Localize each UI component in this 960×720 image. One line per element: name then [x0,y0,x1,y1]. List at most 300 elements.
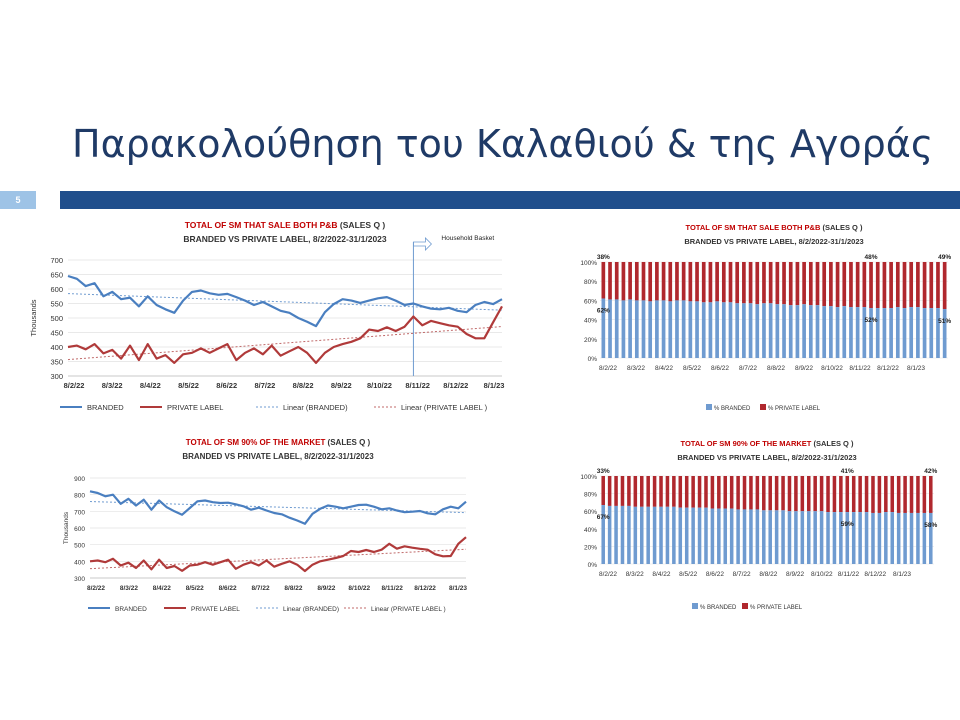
bar-private-label [742,262,746,303]
x-tick-label: 8/7/22 [254,381,276,390]
bar-branded [883,308,887,358]
bar-branded [871,513,875,564]
x-tick-label: 8/5/22 [185,585,204,592]
bar-branded [788,511,792,564]
legend-swatch [706,404,712,410]
x-tick-label: 8/9/22 [317,585,336,592]
bar-private-label [826,476,830,512]
bar-private-label [775,476,779,510]
bar-private-label [608,476,612,506]
y-axis-title: Thousands [63,511,70,545]
bar-branded [826,512,830,564]
bar-branded [711,509,715,564]
bar-branded [743,509,747,564]
bar-branded [869,308,873,358]
bar-private-label [602,262,606,298]
bar-branded [628,299,632,358]
bar-branded [749,509,753,564]
chart-subtitle: BRANDED VS PRIVATE LABEL, 8/2/2022-31/1/2023 [684,237,864,246]
bar-branded [923,308,927,358]
bar-branded [807,511,811,564]
bar-private-label [829,262,833,306]
x-tick-label: 8/1/23 [892,571,912,578]
x-tick-label: 8/10/22 [348,585,371,592]
bar-branded [762,303,766,358]
x-tick-label: 8/8/22 [292,381,314,390]
bar-branded [909,307,913,358]
bar-private-label [884,476,888,512]
bar-private-label [635,262,639,300]
bar-private-label [642,262,646,300]
bar-branded [776,304,780,358]
y-tick-label: 60% [583,298,597,306]
bar-branded [736,509,740,564]
bar-branded [682,300,686,358]
bar-private-label [858,476,862,512]
bar-private-label [762,476,766,510]
bar-branded [852,512,856,564]
x-tick-label: 8/6/22 [216,381,238,390]
bar-private-label [936,262,940,308]
y-tick-label: 800 [74,492,85,500]
y-tick-label: 350 [50,357,63,367]
bar-private-label [863,262,867,307]
bar-private-label [704,476,708,508]
bar-branded [916,513,920,564]
chart-sm-both-pb-stacked [560,218,960,414]
bar-branded [634,507,638,564]
legend-label: PRIVATE LABEL [167,403,224,412]
x-tick-label: 8/1/23 [906,365,926,372]
bar-branded [816,305,820,358]
bar-branded [672,507,676,564]
bar-private-label [833,476,837,512]
slide-title: Παρακολούθηση του Καλαθιού & της Αγοράς [72,122,934,166]
x-tick-label: 8/6/22 [705,571,724,578]
bar-private-label [896,262,900,307]
bar-private-label [662,262,666,300]
bar-branded [691,508,695,564]
bar-branded [802,304,806,358]
title-accent-bar [60,191,960,209]
x-tick-label: 8/2/22 [598,365,618,372]
data-label: 48% [864,254,878,261]
x-tick-label: 8/3/22 [119,585,138,592]
x-tick-label: 8/1/23 [483,381,505,390]
x-tick-label: 8/8/22 [284,585,303,592]
y-tick-label: 500 [74,542,85,550]
bar-branded [615,299,619,358]
y-tick-label: 80% [583,491,597,499]
x-tick-label: 8/11/22 [837,571,860,578]
bar-private-label [711,476,715,509]
legend-label: BRANDED [87,403,124,412]
data-label: 49% [938,254,952,261]
x-tick-label: 8/3/22 [101,381,123,390]
bar-branded [717,509,721,564]
chart-sm-both-pb-lines [28,214,516,420]
bar-private-label [878,476,882,513]
data-label: 52% [864,317,878,325]
legend-label: % BRANDED [714,406,751,412]
bar-branded [621,506,625,564]
bar-private-label [897,476,901,513]
bar-branded [833,512,837,564]
bar-private-label [608,262,612,299]
bar-branded [796,305,800,358]
bar-branded [659,507,663,564]
bar-private-label [709,262,713,302]
x-tick-label: 8/8/22 [759,571,778,578]
bar-private-label [916,262,920,307]
bar-branded [876,308,880,358]
bar-private-label [682,262,686,300]
x-tick-label: 8/11/22 [405,381,430,390]
bar-private-label [621,476,625,506]
bar-private-label [668,262,672,301]
bar-private-label [722,262,726,302]
y-tick-label: 550 [50,299,63,309]
bar-private-label [794,476,798,511]
x-tick-label: 8/10/22 [821,365,843,372]
bar-private-label [679,476,683,508]
bar-private-label [640,476,644,507]
y-tick-label: 900 [74,476,85,483]
data-label: 33% [596,468,610,475]
bar-private-label [666,476,670,507]
chart-title-highlight: TOTAL OF SM 90% OF THE MARKET [185,438,326,447]
bar-private-label [910,476,914,513]
bar-branded [662,300,666,358]
bar-branded [910,513,914,564]
bar-private-label [890,476,894,512]
bar-branded [689,301,693,358]
bar-private-label [675,262,679,300]
bar-private-label [876,262,880,308]
series-line-branded [68,276,502,326]
bar-private-label [813,476,817,511]
chart-title-highlight: TOTAL OF SM 90% OF THE MARKET [680,439,812,448]
data-label: 38% [596,254,610,261]
data-label: 67% [596,514,610,522]
bar-private-label [749,476,753,509]
bar-private-label [820,476,824,511]
bar-branded [936,308,940,358]
legend-label: % BRANDED [700,605,737,611]
bar-private-label [836,262,840,307]
y-tick-label: 450 [50,328,63,338]
bar-private-label [822,262,826,306]
bar-private-label [849,262,853,307]
y-tick-label: 40% [583,317,597,325]
bar-private-label [796,262,800,305]
legend-label: Linear (BRANDED) [283,403,348,412]
bar-branded [856,307,860,358]
y-tick-label: 700 [74,509,85,517]
bar-private-label [622,262,626,300]
y-tick-label: 60% [583,509,597,517]
bar-branded [702,302,706,358]
x-tick-label: 8/11/22 [849,365,871,372]
bar-private-label [655,262,659,300]
x-tick-label: 8/5/22 [679,571,698,578]
y-tick-label: 40% [583,526,597,534]
bar-branded [916,307,920,358]
y-tick-label: 650 [50,270,63,280]
bar-private-label [735,262,739,303]
legend-label: PRIVATE LABEL [191,606,240,613]
bar-private-label [916,476,920,513]
bar-private-label [717,476,721,509]
bar-private-label [628,262,632,299]
bar-branded [822,306,826,358]
annotation-arrow [413,238,431,250]
bar-private-label [846,476,850,512]
bar-private-label [672,476,676,507]
bar-branded [704,508,708,564]
data-label: 51% [938,318,952,326]
bar-private-label [871,476,875,513]
legend-swatch [742,603,748,609]
bar-branded [755,304,759,358]
y-tick-label: 600 [50,285,63,294]
bar-private-label [646,476,650,507]
bar-branded [627,506,631,564]
x-tick-label: 8/11/22 [381,585,403,592]
x-tick-label: 8/6/22 [710,365,730,372]
bar-branded [849,307,853,358]
y-tick-label: 20% [583,336,597,344]
legend-label: Linear (PRIVATE LABEL ) [371,606,446,613]
bar-branded [715,301,719,358]
bar-private-label [768,476,772,510]
bar-private-label [769,262,773,303]
bar-branded [775,510,779,564]
bar-private-label [816,262,820,305]
bar-branded [820,511,824,564]
bar-private-label [653,476,657,507]
bar-branded [794,511,798,564]
bar-private-label [627,476,631,506]
legend-swatch [760,404,766,410]
bar-branded [756,509,760,564]
bar-private-label [865,476,869,512]
x-tick-label: 8/7/22 [738,365,758,372]
bar-private-label [702,262,706,302]
bar-branded [730,509,734,564]
bar-branded [622,300,626,358]
x-tick-label: 8/12/22 [864,571,887,578]
bar-branded [666,507,670,564]
bar-private-label [929,476,933,513]
y-tick-label: 0% [587,356,597,363]
bar-branded [742,303,746,358]
bar-branded [675,300,679,358]
bar-branded [903,308,907,358]
bar-private-label [807,476,811,511]
bar-private-label [695,262,699,301]
bar-branded [858,512,862,564]
bar-private-label [839,476,843,512]
chart-title-suffix: (SALES Q ) [820,223,863,232]
bar-branded [768,510,772,564]
bar-private-label [781,476,785,510]
x-tick-label: 8/9/22 [330,381,352,390]
bar-branded [865,512,869,564]
bar-branded [929,308,933,358]
bar-private-label [889,262,893,308]
bar-branded [829,306,833,358]
y-tick-label: 300 [74,576,85,583]
bar-branded [722,302,726,358]
chart-title-highlight: TOTAL OF SM THAT SALE BOTH P&B [184,220,338,230]
bar-branded [614,506,618,564]
bar-branded [653,507,657,564]
bar-branded [890,512,894,564]
bar-private-label [856,262,860,307]
bar-private-label [729,262,733,302]
bar-branded [836,307,840,358]
chart-subtitle: BRANDED VS PRIVATE LABEL, 8/2/2022-31/1/2023 [677,453,857,462]
legend-label: Linear (BRANDED) [283,606,339,613]
bar-branded [685,508,689,564]
bar-branded [749,303,753,358]
chart-subtitle: BRANDED VS PRIVATE LABEL, 8/2/2022-31/1/2023 [182,452,374,461]
bar-branded [640,507,644,564]
y-tick-label: 400 [50,343,63,352]
legend-label: % PRIVATE LABEL [750,605,803,611]
bar-branded [896,307,900,358]
x-tick-label: 8/4/22 [139,381,161,390]
bar-private-label [634,476,638,507]
bar-branded [635,300,639,358]
bar-branded [813,511,817,564]
legend-swatch [692,603,698,609]
chart-title-suffix: (SALES Q ) [811,439,854,448]
bar-private-label [601,476,605,505]
bar-branded [839,512,843,564]
bar-branded [809,305,813,358]
chart-sm-90-market-stacked [560,436,950,616]
x-tick-label: 8/4/22 [152,585,171,592]
data-label: 59% [840,521,854,529]
x-tick-label: 8/5/22 [178,381,199,390]
bar-branded [929,513,933,564]
x-tick-label: 8/7/22 [732,571,751,578]
bar-branded [642,300,646,358]
annotation-label: Household Basket [441,235,495,242]
bar-private-label [929,262,933,308]
chart-title [686,223,863,232]
bar-branded [735,303,739,358]
x-tick-label: 8/12/22 [877,365,899,372]
bar-branded [842,306,846,358]
bar-private-label [762,262,766,303]
bar-private-label [943,262,947,309]
bar-private-label [802,262,806,304]
x-tick-label: 8/2/22 [63,381,85,390]
bar-private-label [615,262,619,299]
data-label: 58% [924,521,938,529]
bar-private-label [736,476,740,509]
bar-private-label [659,476,663,507]
bar-private-label [755,262,759,304]
bar-branded [655,300,659,358]
bar-branded [769,303,773,358]
bar-branded [846,512,850,564]
chart-title-suffix: (SALES Q ) [325,438,371,447]
bar-branded [923,513,927,564]
bar-private-label [782,262,786,304]
data-label: 42% [924,468,938,475]
bar-branded [863,307,867,358]
x-tick-label: 8/1/23 [448,585,468,592]
bar-branded [789,305,793,358]
bar-branded [943,309,947,358]
x-tick-label: 8/4/22 [654,365,674,372]
legend-label: % PRIVATE LABEL [768,406,821,412]
legend-label: Linear (PRIVATE LABEL ) [401,403,488,412]
x-tick-label: 8/2/22 [86,585,106,592]
data-label: 62% [596,307,610,315]
y-tick-label: 600 [74,526,85,533]
bar-private-label [698,476,702,508]
bar-private-label [801,476,805,511]
bar-branded [897,513,901,564]
chart-sm-90-market-lines [58,436,478,618]
bar-branded [646,507,650,564]
bar-private-label [883,262,887,308]
bar-private-label [685,476,689,508]
bar-branded [668,301,672,358]
y-tick-label: 0% [587,562,597,569]
chart-title [681,439,854,448]
x-tick-label: 8/8/22 [766,365,786,372]
bar-private-label [715,262,719,301]
x-tick-label: 8/3/22 [626,365,646,372]
bar-private-label [869,262,873,308]
chart-title-highlight: TOTAL OF SM THAT SALE BOTH P&B [685,223,821,232]
bar-private-label [614,476,618,506]
bar-branded [729,302,733,358]
x-tick-label: 8/4/22 [652,571,671,578]
bar-branded [889,308,893,358]
x-tick-label: 8/9/22 [794,365,814,372]
bar-branded [695,301,699,358]
bar-branded [679,508,683,564]
bar-private-label [923,262,927,308]
bar-private-label [903,476,907,513]
x-tick-label: 8/12/22 [414,585,436,592]
bar-private-label [730,476,734,509]
bar-private-label [842,262,846,306]
x-tick-label: 8/6/22 [218,585,237,592]
bar-branded [801,511,805,564]
x-tick-label: 8/3/22 [625,571,644,578]
chart-title [186,438,371,447]
bar-private-label [723,476,727,509]
bar-private-label [691,476,695,508]
y-tick-label: 80% [583,279,597,287]
bar-branded [648,301,652,358]
bar-branded [698,508,702,564]
bar-private-label [776,262,780,304]
x-tick-label: 8/10/22 [810,571,833,578]
bar-private-label [852,476,856,512]
bar-branded [781,510,785,564]
x-tick-label: 8/2/22 [598,571,618,578]
bar-private-label [648,262,652,301]
